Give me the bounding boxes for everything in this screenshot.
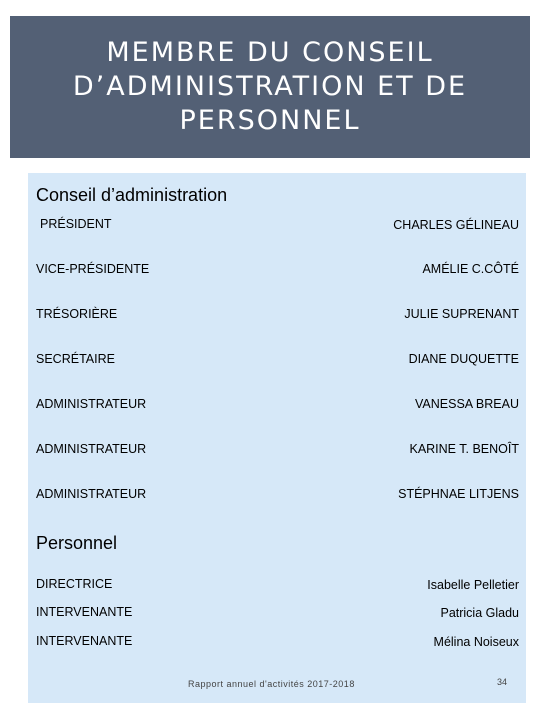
board-name-vice-president: AMÉLIE C.CÔTÉ [422,262,519,276]
page-title-line-1: MEMBRE DU CONSEIL [106,37,434,68]
content-panel [28,173,526,703]
board-name-secretary: DIANE DUQUETTE [408,352,519,366]
board-role-vice-president: VICE-PRÉSIDENTE [36,262,150,276]
staff-role-worker-1: INTERVENANTE [36,605,133,619]
title-banner [10,16,530,158]
staff-name-worker-2: Mélina Noiseux [433,635,519,649]
page-title-line-2: D’ADMINISTRATION ET DE [72,71,468,102]
footer-report-title: Rapport annuel d'activités 2017-2018 [188,679,355,689]
board-role-treasurer: TRÉSORIÈRE [36,307,118,321]
board-name-treasurer: JULIE SUPRENANT [404,307,519,321]
board-name-administrator-3: STÉPHNAE LITJENS [398,487,519,501]
board-role-administrator-1: ADMINISTRATEUR [36,397,147,411]
board-role-secretary: SECRÉTAIRE [36,352,115,366]
page-number: 34 [497,677,508,687]
board-name-administrator-2: KARINE T. BENOÎT [409,442,519,456]
staff-role-director: DIRECTRICE [36,577,113,591]
staff-name-director: Isabelle Pelletier [427,578,519,592]
staff-name-worker-1: Patricia Gladu [440,606,519,620]
staff-heading: Personnel [36,533,118,553]
board-role-administrator-3: ADMINISTRATEUR [36,487,147,501]
page-title-line-3: PERSONNEL [179,105,361,136]
board-name-administrator-1: VANESSA BREAU [415,397,519,411]
board-role-administrator-2: ADMINISTRATEUR [36,442,147,456]
staff-role-worker-2: INTERVENANTE [36,634,133,648]
board-heading: Conseil d’administration [36,185,228,205]
board-name-president: CHARLES GÉLINEAU [393,218,519,232]
board-role-president: PRÉSIDENT [40,217,112,231]
